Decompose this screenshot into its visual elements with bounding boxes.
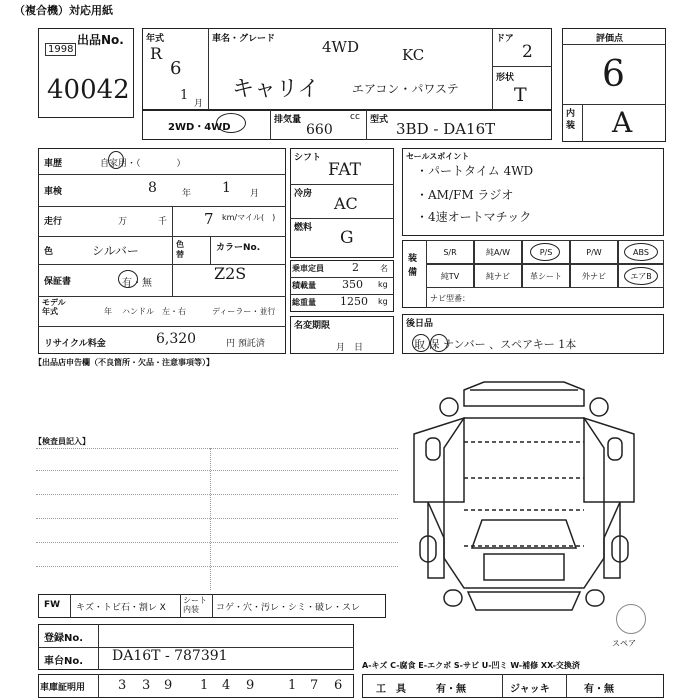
cert-num-1: 3 <box>118 678 127 693</box>
color-change-label: 色替 <box>176 240 184 259</box>
equip-airbag-circle <box>624 267 658 285</box>
cert-num-8: 7 <box>310 678 319 693</box>
car-name: キャリイ <box>232 77 320 102</box>
jack-label: ジャッキ <box>510 684 550 695</box>
inspector-notes-label: 【検査員記入】 <box>34 437 90 446</box>
sales-point-3: ・4速オートマチック <box>416 210 532 224</box>
inspection-month-unit: 月 <box>250 189 260 199</box>
car-name-label: 車名・グレード <box>212 34 276 44</box>
cert-box <box>38 674 354 698</box>
shift-value: FAT <box>328 160 362 180</box>
cert-num-3: 9 <box>164 678 173 693</box>
score-label: 評価点 <box>596 34 624 44</box>
mileage-label: 走行 <box>44 217 63 227</box>
lot-box <box>38 28 134 118</box>
cert-num-5: 4 <box>222 678 231 693</box>
door-label: ドア <box>496 34 514 44</box>
drive-selected-circle <box>216 113 246 133</box>
spare-label: スペア <box>612 639 636 648</box>
equip-ps-circle <box>530 243 560 261</box>
equip-abs-circle <box>624 243 658 261</box>
displacement-value: 660 <box>306 122 333 138</box>
color-code-label: カラーNo. <box>216 243 261 253</box>
gross-label: 総重量 <box>292 298 316 307</box>
equipment-label: 装備 <box>408 254 418 278</box>
interior-label: 内装 <box>566 109 576 131</box>
warranty-circle <box>118 270 138 288</box>
parts-circle-1 <box>412 334 430 352</box>
cert-num-4: 1 <box>200 678 209 693</box>
mileage-man: 万 <box>118 217 128 227</box>
equip-sr: S/R <box>426 240 474 264</box>
car-grade: エアコン・パワステ <box>352 82 459 96</box>
load-label: 積載量 <box>292 281 316 290</box>
equip-tv: 純TV <box>426 264 474 288</box>
recycle-value: 6,320 <box>156 331 197 347</box>
registration-label: 登録No. <box>44 633 84 644</box>
tools-options: 有・無 <box>436 684 466 695</box>
door-value: 2 <box>522 42 533 62</box>
shape-value: T <box>514 84 527 106</box>
mileage-sen: 千 <box>158 217 168 227</box>
drive-options: 2WD・4WD <box>168 122 231 133</box>
score-value: 6 <box>602 54 625 95</box>
car-drive: 4WD <box>322 38 359 56</box>
equip-airbag: エアB <box>618 264 664 288</box>
chassis-label: 車台No. <box>44 656 84 667</box>
car-cab: KC <box>402 46 425 64</box>
seller-notes-label: 【出品店申告欄（不良箇所・欠品・注意事項等）】 <box>34 358 214 367</box>
cert-label: 車庫証明用 <box>40 683 86 693</box>
fw-label: FW <box>44 600 61 610</box>
ac-label: 冷房 <box>294 189 313 199</box>
model-year-label: モデル年式 <box>42 298 66 316</box>
chassis-value: DA16T - 787391 <box>112 648 228 664</box>
recycle-label: リサイクル料金 <box>44 339 106 349</box>
equip-ps: P/S <box>522 240 570 264</box>
equip-aw: 純A/W <box>474 240 522 264</box>
gross-unit: kg <box>378 297 388 306</box>
parts-value: 取 保 ナンバー 、スペアキー 1本 <box>414 338 577 351</box>
capacity-value: 2 <box>352 261 359 274</box>
capacity-label: 乗車定員 <box>292 264 324 273</box>
inspection-month: 1 <box>222 180 231 196</box>
color-code: Z2S <box>214 264 247 283</box>
cert-num-6: 9 <box>246 678 255 693</box>
history-options: 自家用・（ ） <box>100 159 186 169</box>
sales-point-2: ・AM/FM ラジオ <box>416 188 514 202</box>
warranty-label: 保証書 <box>44 277 72 287</box>
year-month: 1 <box>180 88 189 103</box>
name-change-unit: 月 日 <box>336 343 364 353</box>
model-value: 3BD - DA16T <box>396 120 496 138</box>
model-label: 型式 <box>370 115 389 125</box>
lot-number: 40042 <box>47 75 130 105</box>
seat-label: シート内装 <box>183 596 207 614</box>
gross-value: 1250 <box>340 295 368 308</box>
cert-num-7: 1 <box>288 678 297 693</box>
inspection-year-unit: 年 <box>182 189 192 199</box>
parts-label: 後日品 <box>406 319 434 329</box>
navi-model-label: ナビ型番： <box>430 294 470 303</box>
mileage-unit: km/マイル( ) <box>222 213 276 222</box>
fuel-label: 燃料 <box>294 223 313 233</box>
dealer-options: ディーラー・並行 <box>212 307 276 316</box>
displacement-label: 排気量 <box>274 115 302 125</box>
year-era: R <box>150 44 163 63</box>
fuel-value: G <box>340 228 354 248</box>
year-label: 年式 <box>146 34 165 44</box>
inspection-label: 車検 <box>44 187 63 197</box>
lot-year-stamp: 1998 <box>45 43 76 56</box>
tools-label: 工 具 <box>376 684 406 695</box>
month-unit: 月 <box>194 99 204 109</box>
capacity-unit: 名 <box>380 264 388 273</box>
cert-num-9: 6 <box>334 678 343 693</box>
history-label: 車歴 <box>44 159 63 169</box>
equip-pw: P/W <box>570 240 618 264</box>
name-change-label: 名変期限 <box>294 321 331 331</box>
seat-text: コゲ・穴・汚レ・シミ・破レ・スレ <box>216 603 361 613</box>
damage-legend: A-キズ C-腐食 E-エクボ S-サビ U-凹ミ W-補修 XX-交換済 <box>362 661 580 670</box>
sales-point-1: ・パートタイム 4WD <box>416 164 534 178</box>
mileage-value: 7 <box>204 210 214 228</box>
jack-options: 有・無 <box>584 684 614 695</box>
displacement-unit: cc <box>350 112 360 122</box>
interior-value: A <box>612 106 633 139</box>
sales-points-label: セールスポイント <box>406 152 470 161</box>
car-diagram <box>404 378 644 618</box>
model-year-unit: 年 <box>104 307 112 316</box>
year-value: 6 <box>170 58 182 79</box>
shift-label: シフト <box>294 153 322 163</box>
recycle-unit: 円 預託済 <box>226 339 265 349</box>
cert-num-2: 3 <box>142 678 151 693</box>
parts-circle-2 <box>430 334 448 352</box>
history-circle <box>108 151 124 169</box>
equip-leather: 革シート <box>522 264 570 288</box>
equip-navi: 純ナビ <box>474 264 522 288</box>
inspection-year: 8 <box>148 180 157 196</box>
form-header: （複合機）対応用紙 <box>14 4 113 17</box>
color-label: 色 <box>44 247 54 257</box>
lot-label: 出品No. <box>77 33 124 47</box>
fw-text: キズ・トビ石・割レ X <box>76 603 166 613</box>
load-unit: kg <box>378 280 388 289</box>
spare-tire-icon <box>616 604 646 634</box>
load-value: 350 <box>342 278 363 291</box>
equip-abs: ABS <box>618 240 664 264</box>
ac-value: AC <box>334 194 358 213</box>
shape-label: 形状 <box>496 73 515 83</box>
handle-options: ハンドル 左・右 <box>122 307 186 316</box>
color-value: シルバー <box>92 244 139 258</box>
equip-ext-navi: 外ナビ <box>570 264 618 288</box>
warranty-options: 有・無 <box>122 278 152 289</box>
